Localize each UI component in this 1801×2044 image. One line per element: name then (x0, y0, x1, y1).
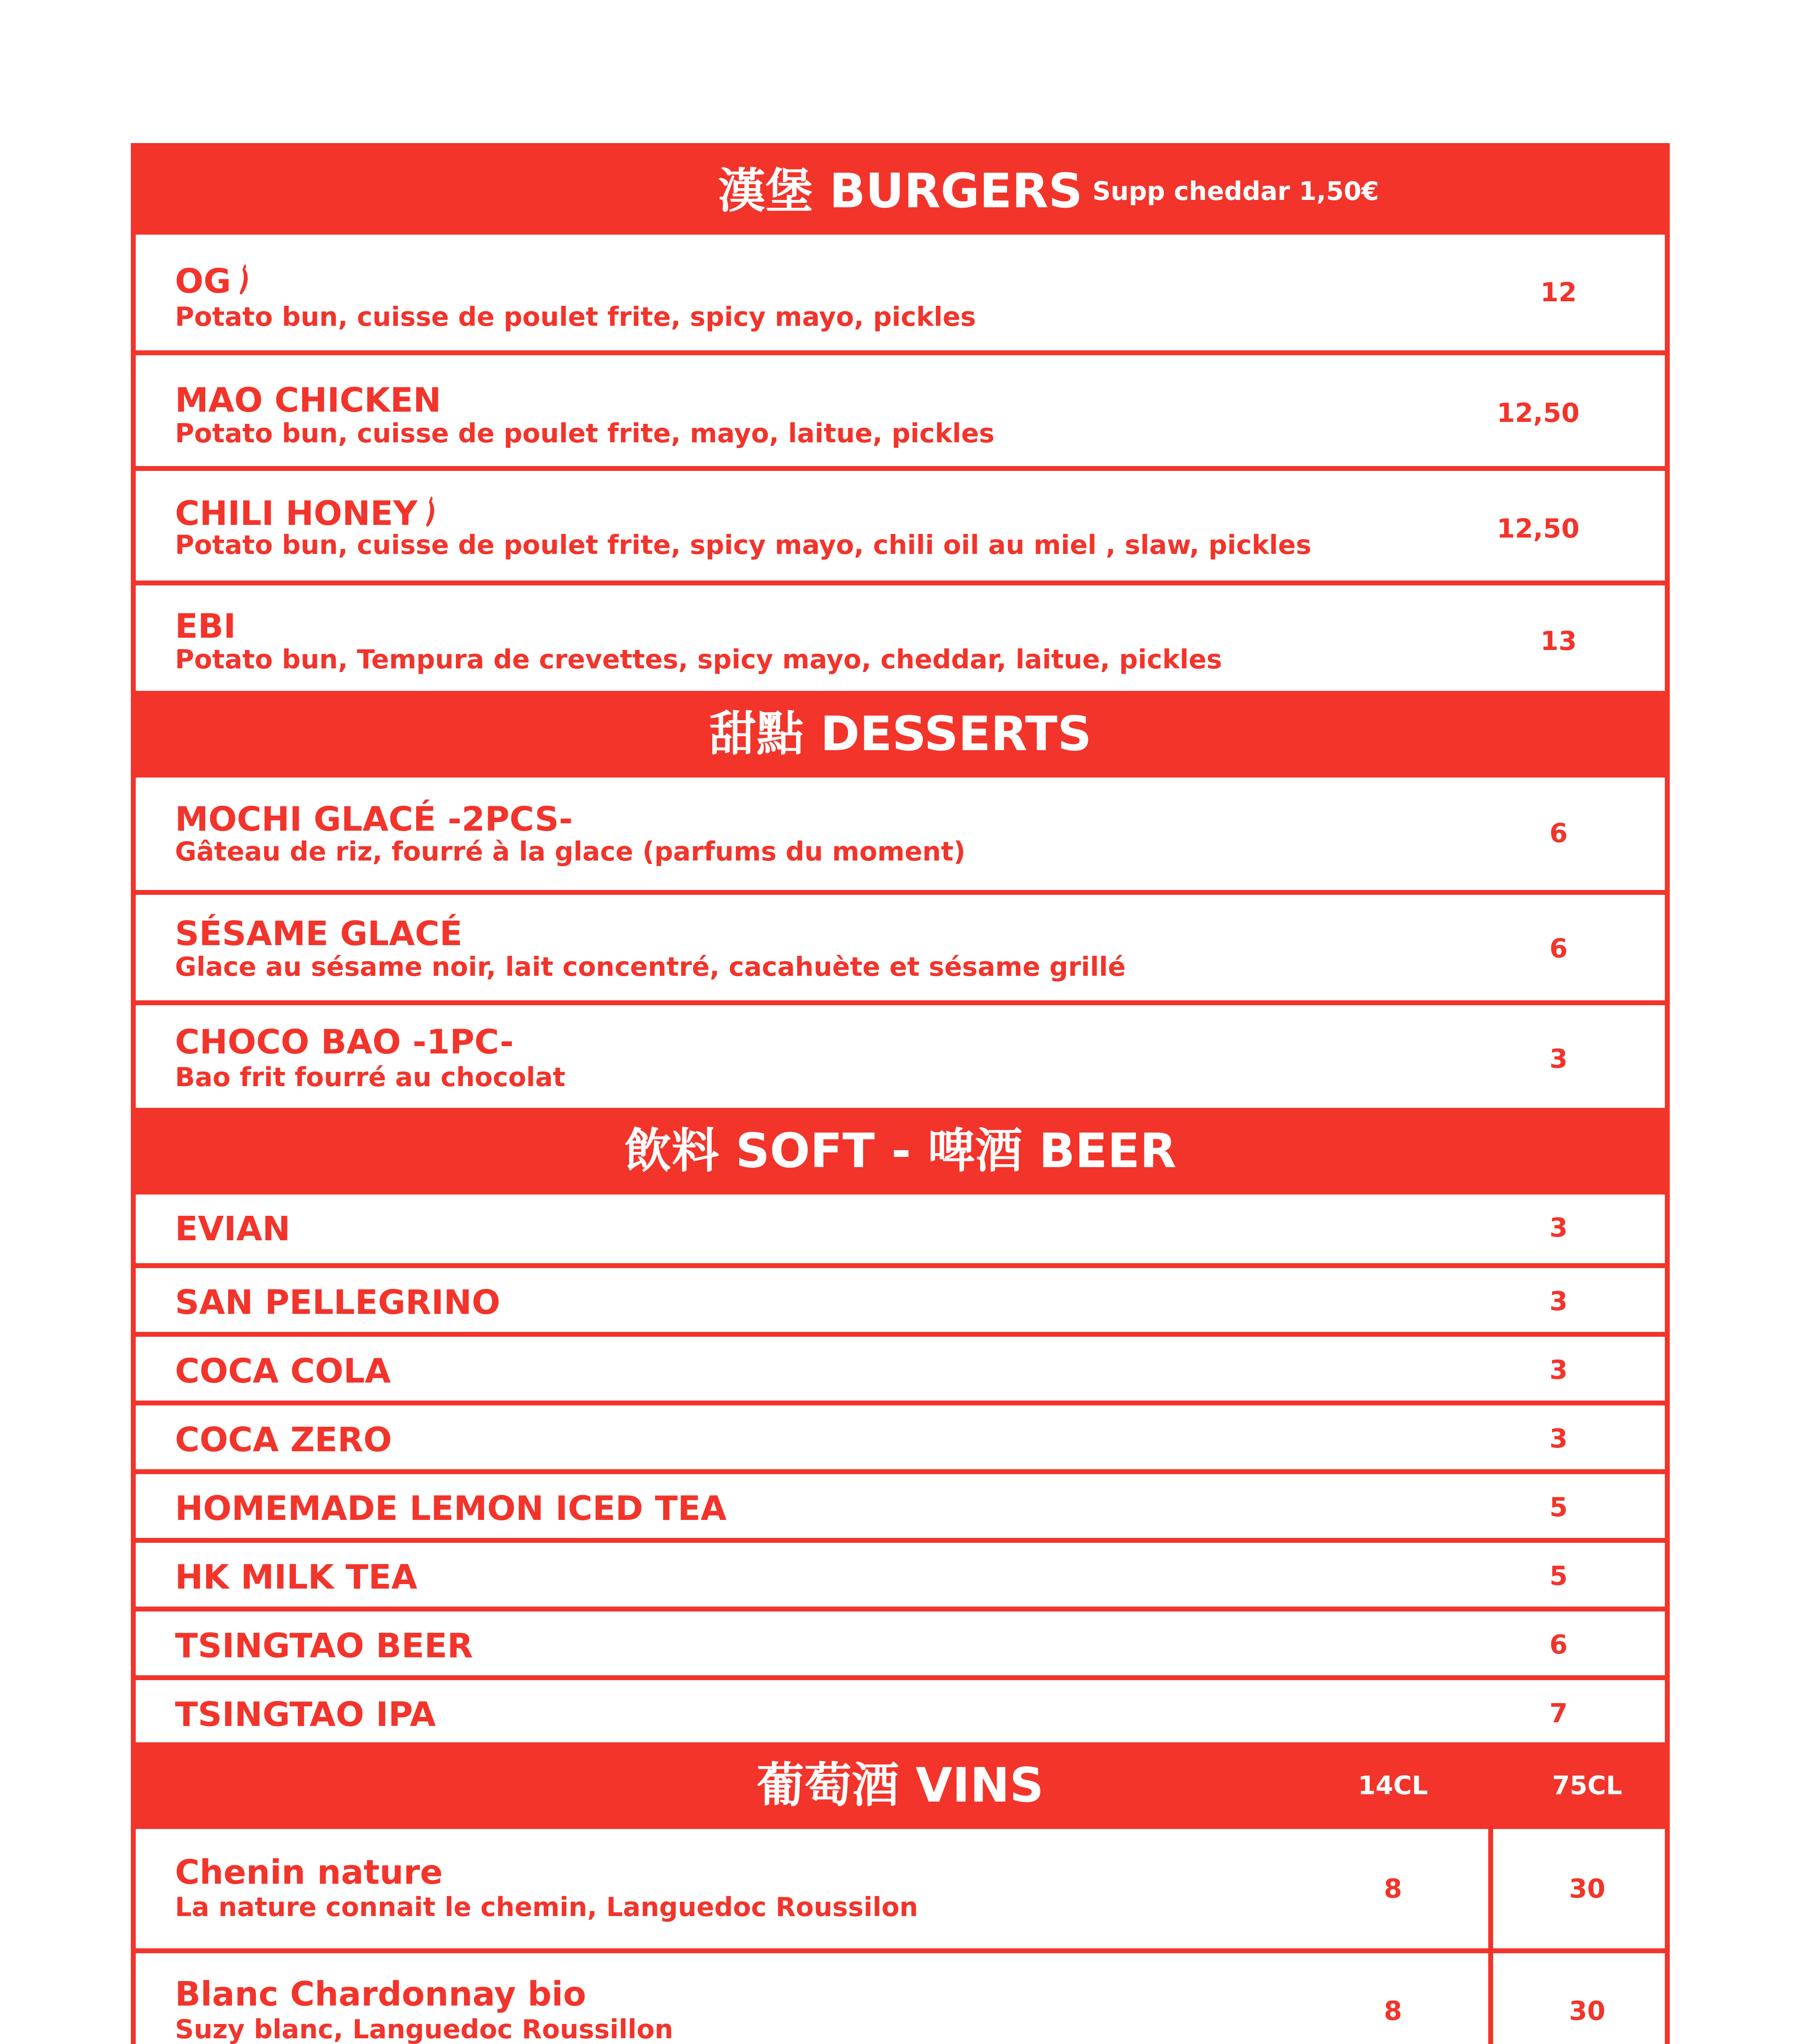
item-name: MOCHI GLACÉ -2PCS- (175, 800, 573, 839)
wine-row (136, 1829, 1665, 1948)
price-14cl: 8 (1384, 1996, 1402, 2026)
item-price: 6 (1549, 934, 1568, 964)
wines-header (136, 1742, 1665, 1829)
drink-row (136, 1538, 1665, 1607)
item-name: CHILI HONEY (175, 495, 437, 531)
item-name: EBI (175, 607, 236, 646)
drink-row (136, 1332, 1665, 1401)
burgers-title: 漢堡 BURGERS (718, 164, 1083, 219)
cheddar-supplement-note: Supp cheddar 1,50€ (1092, 176, 1379, 206)
drinks-header (136, 1108, 1665, 1195)
item-name: Blanc Chardonnay bio (175, 1975, 586, 2014)
drink-row (136, 1675, 1665, 1744)
item-name: MAO CHICKEN (175, 381, 441, 420)
item-price: 12,50 (1496, 398, 1580, 428)
item-description: Glace au sésame noir, lait concentré, cacahuète et sésame grillé (175, 952, 1126, 982)
menu-item-row (136, 890, 1665, 1000)
menu-item-row (136, 1000, 1665, 1108)
wines-title: 葡萄酒 VINS (757, 1758, 1044, 1813)
item-name: SÉSAME GLACÉ (175, 914, 462, 953)
item-price: 3 (1549, 1286, 1568, 1317)
item-price: 3 (1549, 1355, 1568, 1385)
drink-row (136, 1607, 1665, 1675)
desserts-header (136, 691, 1665, 778)
item-name: HOMEMADE LEMON ICED TEA (175, 1489, 727, 1528)
item-description: Bao frit fourré au chocolat (175, 1062, 565, 1093)
drink-row (136, 1263, 1665, 1332)
desserts-title: 甜點 DESSERTS (709, 706, 1092, 762)
menu-item-row (136, 350, 1665, 466)
item-description: Gâteau de riz, fourré à la glace (parfums du moment) (175, 837, 966, 867)
drink-row (136, 1195, 1665, 1263)
drink-row (136, 1401, 1665, 1469)
item-price: 6 (1549, 1630, 1568, 1660)
price-14cl: 8 (1384, 1874, 1402, 1904)
item-name: TSINGTAO BEER (175, 1627, 473, 1665)
item-price: 5 (1549, 1493, 1568, 1523)
wine-row (136, 1948, 1665, 2044)
item-price: 7 (1549, 1699, 1568, 1729)
item-name: TSINGTAO IPA (175, 1695, 436, 1734)
item-price: 3 (1549, 1424, 1568, 1454)
item-description: Potato bun, Tempura de crevettes, spicy mayo, cheddar, laitue, pickles (175, 645, 1222, 675)
item-price: 3 (1549, 1213, 1568, 1243)
item-price: 6 (1549, 818, 1568, 849)
item-name: CHOCO BAO -1PC- (175, 1023, 514, 1062)
burgers-header (136, 148, 1665, 235)
menu-item-row (136, 580, 1665, 691)
item-name: COCA ZERO (175, 1421, 392, 1459)
chili-icon (423, 495, 437, 527)
drinks-title: 飲料 SOFT - 啤酒 BEER (624, 1123, 1177, 1179)
item-price: 13 (1540, 626, 1577, 657)
item-name: OG (175, 263, 251, 298)
item-price: 12,50 (1496, 514, 1580, 544)
item-name: EVIAN (175, 1210, 291, 1248)
item-price: 5 (1549, 1561, 1568, 1591)
item-description: Potato bun, cuisse de poulet frite, mayo, laitue, pickles (175, 419, 995, 449)
chili-icon (237, 263, 251, 295)
item-price: 3 (1549, 1044, 1568, 1074)
menu-item-row (136, 778, 1665, 890)
menu-board (131, 143, 1670, 2044)
column-header-14cl: 14CL (1358, 1771, 1428, 1800)
price-75cl: 30 (1569, 1874, 1606, 1904)
item-description: Potato bun, cuisse de poulet frite, spicy mayo, chili oil au miel , slaw, pickles (175, 530, 1312, 560)
price-75cl: 30 (1569, 1996, 1606, 2026)
menu-item-row (136, 466, 1665, 580)
item-name: HK MILK TEA (175, 1558, 417, 1597)
item-name: Chenin nature (175, 1853, 443, 1892)
item-description: Potato bun, cuisse de poulet frite, spicy mayo, pickles (175, 302, 976, 332)
item-description: La nature connait le chemin, Languedoc Roussilon (175, 1892, 918, 1923)
item-name: SAN PELLEGRINO (175, 1283, 500, 1322)
item-price: 12 (1540, 278, 1577, 308)
item-description: Suzy blanc, Languedoc Roussillon (175, 2015, 673, 2044)
drink-row (136, 1469, 1665, 1538)
column-header-75cl: 75CL (1552, 1771, 1622, 1800)
item-name: COCA COLA (175, 1352, 391, 1391)
menu-item-row (136, 235, 1665, 350)
